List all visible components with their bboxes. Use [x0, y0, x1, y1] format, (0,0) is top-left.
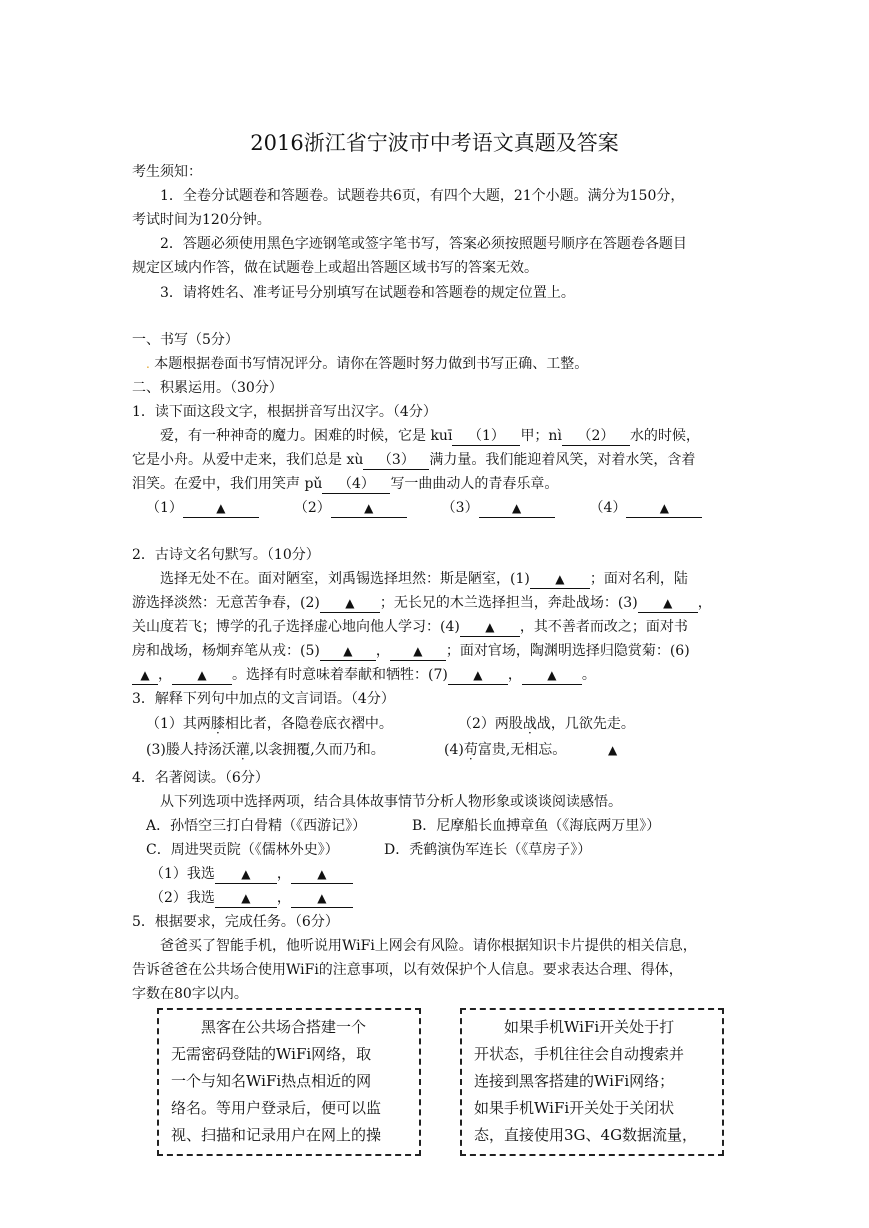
select-blank[interactable]: ▲: [291, 890, 353, 908]
card-line: 视、扫描和记录用户在网上的操: [171, 1126, 382, 1144]
q3-item-2: [458, 714, 635, 734]
text: （2）两股: [458, 716, 523, 732]
text: ,以衾拥覆,久而乃和。: [249, 742, 385, 758]
q1-answer-row: [146, 498, 702, 518]
blank-2[interactable]: （2）: [562, 428, 630, 446]
text: 它是小舟。从爱中走来，我们总是 xù: [132, 452, 364, 468]
q2-line-1: [160, 569, 688, 589]
answer-label: （2）: [293, 500, 331, 516]
text: 关山度若飞；博学的孔子选择虚心地向他人学习：(4): [132, 619, 460, 635]
q3-answer-mark[interactable]: ▲: [608, 743, 618, 757]
poem-blank-6a[interactable]: ▲: [132, 667, 158, 685]
card-line: 连接到黑客搭建的WiFi网络；: [474, 1072, 675, 1090]
q2-line-2: [132, 593, 712, 613]
select-blank[interactable]: ▲: [215, 890, 277, 908]
notice-item-2-cont: 规定区域内作答，做在试题卷上或超出答题区域书写的答案无效。: [132, 260, 538, 276]
q5-para-1: 爸爸买了智能手机，他听说用WiFi上网会有风险。请你根据知识卡片提供的相关信息，: [160, 938, 697, 954]
card-line: 络名。等用户登录后，便可以监: [171, 1099, 382, 1117]
text: 相比者，各隐卷底衣褶中。: [224, 716, 393, 732]
text: 游选择淡然：无意苦争春，(2): [132, 595, 320, 611]
q4-option-a: A．孙悟空三打白骨精（《西游记》）: [146, 818, 367, 834]
q1-stem: 1．读下面这段文字，根据拼音写出汉字。（4分）: [132, 404, 437, 420]
text: 。: [581, 667, 596, 683]
text: ，其不善者而改之；面对书: [519, 619, 688, 635]
q2-stem: 2．古诗文名句默写。（10分）: [132, 547, 320, 563]
text: ，: [697, 595, 712, 611]
q1-para-line-1: [160, 426, 700, 446]
text: ，: [276, 866, 291, 882]
text: ，: [276, 890, 291, 906]
dotted-word: 膝: [210, 716, 225, 732]
answer-blank-2[interactable]: ▲: [331, 500, 407, 518]
text: 房和战场，杨炯弃笔从戎：(5): [132, 643, 320, 659]
text: ；面对名利，陆: [589, 571, 688, 587]
blank-4[interactable]: （4）: [322, 476, 390, 494]
card-line: 如果手机WiFi开关处于打: [474, 1018, 675, 1036]
blank-3[interactable]: （3）: [363, 452, 429, 470]
card-line: 态，直接使用3G、4G数据流量，: [474, 1126, 698, 1144]
blank-1[interactable]: （1）: [452, 428, 520, 446]
notice-item-1: 1．全卷分试题卷和答题卷。试题卷共6页，有四个大题，21个小题。满分为150分，: [160, 188, 685, 204]
poem-blank-5b[interactable]: ▲: [390, 643, 446, 661]
card-line: 开状态，手机往往会自动搜索并: [474, 1045, 685, 1063]
q4-select-1: [150, 864, 353, 884]
text: 水的时候，: [629, 428, 700, 444]
text: 满力量。我们能迎着风笑，对着水笑，含着: [429, 452, 696, 468]
text: (3)媵人持汤沃: [146, 742, 236, 758]
dotted-word: 苟: [463, 742, 478, 758]
card-line: 如果手机WiFi开关处于关闭状: [474, 1099, 675, 1117]
poem-blank-3[interactable]: ▲: [638, 595, 698, 613]
select-blank[interactable]: ▲: [215, 866, 277, 884]
q5-para-2: 告诉爸爸在公共场合使用WiFi的注意事项，以有效保护个人信息。要求表达合理、得体，: [132, 962, 683, 978]
q4-intro: 从下列选项中选择两项，结合具体故事情节分析人物形象或谈谈阅读感悟。: [160, 794, 622, 810]
poem-blank-5a[interactable]: ▲: [320, 643, 376, 661]
text: 泪笑。在爱中，我们用笑声 pǔ: [132, 476, 323, 492]
q4-option-c: C．周进哭贡院（《儒林外史》）: [146, 842, 339, 858]
q2-line-3: [132, 617, 688, 637]
text: ，: [158, 667, 172, 683]
q4-option-b: B．尼摩船长血搏章鱼（《海底两万里》）: [412, 818, 661, 834]
text: 爱，有一种神奇的魔力。困难的时候，它是 kuī: [160, 428, 453, 444]
q5-stem: 5．根据要求，完成任务。（6分）: [132, 914, 339, 930]
text: 。选择有时意味着奉献和牺牲：(7): [232, 667, 448, 683]
q3-item-4: [444, 740, 566, 760]
answer-label: （3）: [441, 500, 479, 516]
knowledge-card-1: [157, 1008, 421, 1156]
dotted-word: 战: [522, 716, 537, 732]
answer-label: （1）: [146, 500, 183, 516]
q5-para-3: 字数在80字以内。: [132, 986, 248, 1002]
card-line: 黑客在公共场合搭建一个: [171, 1018, 367, 1036]
poem-blank-6b[interactable]: ▲: [172, 667, 232, 685]
section-1-body: 本题根据卷面书写情况评分。请你在答题时努力做到书写正确、工整。: [154, 356, 589, 372]
q2-line-4: [132, 641, 690, 661]
notice-heading: 考生须知：: [132, 164, 202, 180]
q4-stem: 4．名著阅读。（6分）: [132, 770, 269, 786]
answer-label: （4）: [589, 500, 627, 516]
text: （1）其两: [146, 716, 211, 732]
answer-blank-3[interactable]: ▲: [479, 500, 555, 518]
dotted-word: 灌: [235, 742, 250, 758]
select-blank[interactable]: ▲: [291, 866, 353, 884]
card-line: 一个与知名WiFi热点相近的网: [171, 1072, 372, 1090]
notice-item-3: 3．请将姓名、准考证号分别填写在试题卷和答题卷的规定位置上。: [160, 285, 575, 301]
text: 选择无处不在。面对陋室，刘禹锡选择坦然：斯是陋室，(1): [160, 571, 530, 587]
text: 写一曲曲动人的青春乐章。: [390, 476, 559, 492]
text: ，: [375, 643, 390, 659]
q2-line-5: [132, 665, 596, 685]
q1-para-line-2: [132, 450, 695, 470]
section-1-text: [146, 354, 588, 374]
text: ，: [507, 667, 522, 683]
text: (4): [444, 742, 464, 758]
knowledge-card-2: [460, 1008, 724, 1156]
text: ；面对官场，陶渊明选择归隐赏菊：(6): [445, 643, 690, 659]
q3-stem: 3．解释下列句中加点的文言词语。（4分）: [132, 691, 395, 707]
answer-blank-1[interactable]: ▲: [183, 500, 259, 518]
card-line: 无需密码登陆的WiFi网络，取: [171, 1045, 372, 1063]
section-2-heading: 二、积累运用。（30分）: [132, 380, 283, 396]
text: 战，几欲先走。: [536, 716, 635, 732]
q1-para-line-3: [132, 474, 558, 494]
poem-blank-4[interactable]: ▲: [460, 619, 520, 637]
section-1-heading: 一、书写（5分）: [132, 332, 239, 348]
poem-blank-7a[interactable]: ▲: [448, 667, 508, 685]
text: （1）我选: [150, 866, 215, 882]
q4-option-d: D．秃鹤演伪军连长（《草房子》）: [384, 842, 592, 858]
notice-item-2: 2．答题必须使用黑色字迹钢笔或签字笔书写，答案必须按照题号顺序在答题卷各题目: [160, 236, 687, 252]
poem-blank-1[interactable]: ▲: [530, 571, 590, 589]
answer-blank-4[interactable]: ▲: [626, 500, 702, 518]
notice-item-1-cont: 考试时间为120分钟。: [132, 212, 271, 228]
text: （2）我选: [150, 890, 215, 906]
q4-select-2: [150, 888, 353, 908]
poem-blank-2[interactable]: ▲: [320, 595, 380, 613]
q3-item-3: [146, 740, 385, 760]
dot-mark: .: [146, 357, 150, 371]
page-title: 2016浙江省宁波市中考语文真题及答案: [250, 131, 619, 155]
text: ；无长兄的木兰选择担当，奔赴战场：(3): [379, 595, 638, 611]
poem-blank-7b[interactable]: ▲: [522, 667, 582, 685]
text: 甲；nì: [520, 428, 562, 444]
text: 富贵,无相忘。: [477, 742, 567, 758]
q3-item-1: [146, 714, 393, 734]
